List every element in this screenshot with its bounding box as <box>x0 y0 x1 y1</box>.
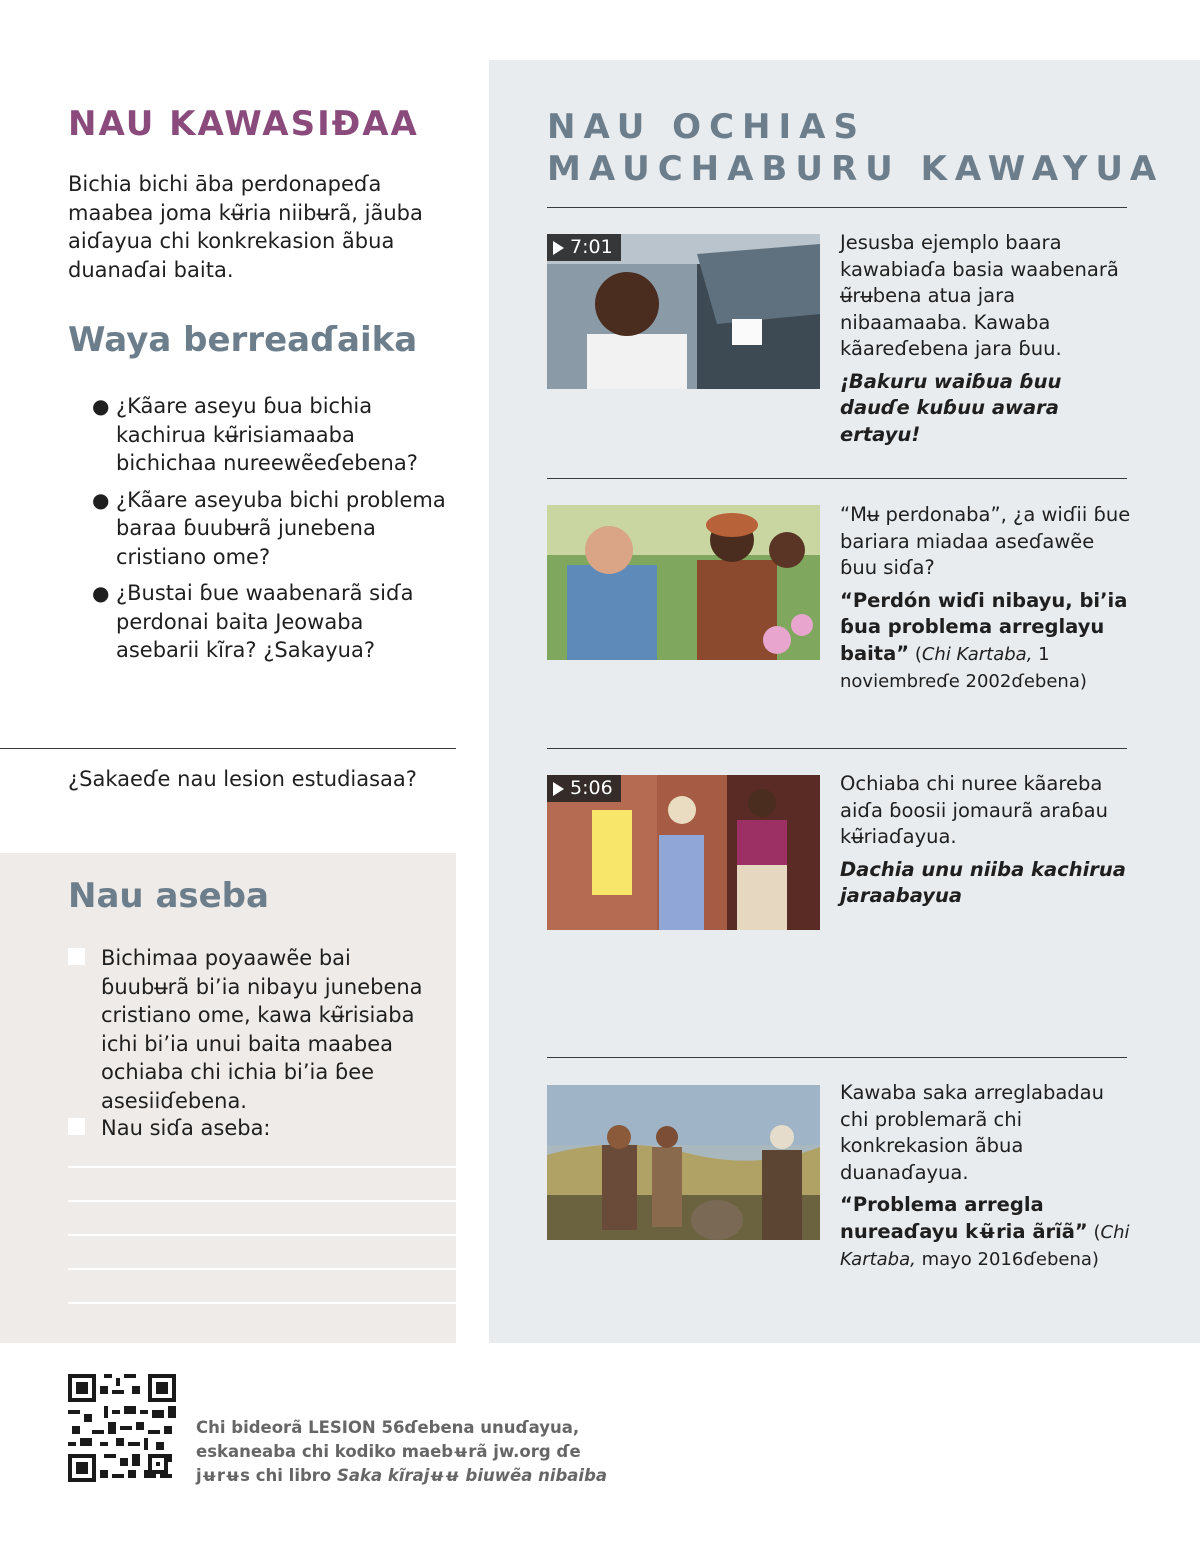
book-title: Saka kĩrajʉʉ biuwẽa nibaiba <box>337 1466 608 1485</box>
review-question-text: ¿Kãare aseyuba bichi problema baraa ɓuubʉrã junebena cristiano ome? <box>116 487 446 569</box>
lesson-question: ¿Sakaeɗe nau lesion estudiasaa? <box>68 767 417 791</box>
review-question <box>90 486 450 572</box>
card-divider <box>547 478 1127 479</box>
ancient-scene-image <box>547 1085 820 1240</box>
article-image[interactable] <box>547 505 820 660</box>
card-text <box>840 230 1132 448</box>
reference-date: 1 noviembreɗe 2002ɗebena) <box>840 643 1087 692</box>
reference-date: mayo 2016ɗebena) <box>915 1249 1099 1270</box>
card-text <box>840 771 1132 910</box>
card-link[interactable] <box>840 1192 1132 1274</box>
reference-open: ( <box>909 643 922 665</box>
reference-publication: Chi Kartaba, <box>921 643 1033 665</box>
qr-code[interactable] <box>68 1374 176 1482</box>
crowd-scene-image <box>547 505 820 660</box>
footer-text <box>196 1416 607 1488</box>
reference-publication: Chi Kartaba, <box>840 1221 1130 1270</box>
footer-line: eskaneaba chi kodiko maebʉrã jw.org ɗe <box>196 1442 581 1461</box>
card-divider <box>547 1057 1127 1058</box>
qr-code-icon <box>68 1374 176 1482</box>
video-duration: 7:01 <box>570 236 613 258</box>
checkbox[interactable] <box>68 948 85 965</box>
card-link[interactable]: Dachia unu niiba kachirua jaraabayua <box>840 857 1126 907</box>
footer-line: jʉrʉs chi libro <box>196 1466 337 1485</box>
video-duration: 5:06 <box>570 777 613 799</box>
card-description: Ochiaba chi nuree kãareba aiɗa ɓoosii jomaurã araɓau kʉ̃riaɗayua. <box>840 772 1108 848</box>
checkbox[interactable] <box>68 1118 85 1135</box>
review-question-text: ¿Bustai ɓue waabenarã siɗa perdonai baita Jeowaba asebarii kĩra? ¿Sakayua? <box>116 581 414 662</box>
bullet-icon: ● <box>92 581 110 605</box>
card-link[interactable]: ¡Bakuru waiɓua ɓuu dauɗe kuɓuu awara ertayu! <box>840 369 1062 446</box>
more-title-line: NAU OCHIAS <box>547 107 866 147</box>
bullet-icon: ● <box>92 487 110 512</box>
card-text <box>840 502 1132 696</box>
article-image[interactable] <box>547 1085 820 1240</box>
article-title[interactable]: “Perdón wiɗi nibayu, bi’ia ɓua problema arreglayu baita” <box>840 588 1128 665</box>
more-title <box>547 106 1164 190</box>
article-title[interactable]: “Problema arregla nureaɗayu kʉ̃ria ãrĩã” <box>840 1193 1088 1243</box>
reference-open: ( <box>1087 1221 1101 1243</box>
card-divider <box>547 207 1127 208</box>
card-description: Kawaba saka arreglabadau chi problemarã chi konkrekasion ãbua duanaɗayua. <box>840 1081 1104 1184</box>
summary-text: Bichia bichi āba perdonapeɗa maabea joma kʉ̃ria niibʉrã, jãuba aiɗayua chi konkrekasion ãbua duanaɗai baita. <box>68 172 423 282</box>
card-divider <box>547 748 1127 749</box>
more-title-line: MAUCHABURU KAWAYUA <box>547 149 1165 189</box>
review-question <box>90 579 450 665</box>
writing-line[interactable] <box>68 1302 456 1304</box>
review-question-list <box>90 392 450 673</box>
review-question <box>90 392 450 478</box>
review-question-text: ¿Kãare aseyu ɓua bichia kachirua kʉ̃risiamaaba bichichaa nureewẽeɗebena? <box>116 394 418 475</box>
video-thumbnail[interactable] <box>547 234 820 389</box>
task-title: Nau aseba <box>68 876 269 916</box>
left-divider <box>0 748 456 749</box>
play-icon <box>553 782 564 796</box>
review-title: Waya berreaɗaika <box>68 320 418 360</box>
writing-line[interactable] <box>68 1166 456 1168</box>
writing-line[interactable] <box>68 1234 456 1236</box>
task-item-text: Bichimaa poyaawẽe bai ɓuubʉrã bi’ia nibayu junebena cristiano ome, kawa kʉ̃risiaba ichi bi’ia unui baita maabea ochiaba chi ichia bi’ia ɓee asesiiɗebena. <box>101 946 423 1113</box>
card-description: Jesusba ejemplo baara kawabiaɗa basia waabenarã ʉ̃rʉbena atua jara nibaamaaba. Kawaba kãareɗebena jara ɓuu. <box>840 231 1119 360</box>
footer-line: Chi bideorã LESION 56ɗebena unuɗayua, <box>196 1418 580 1437</box>
video-duration-badge <box>547 775 621 802</box>
card-description: “Mʉ perdonaba”, ¿a wiɗii ɓue bariara miadaa aseɗawẽe ɓuu siɗa? <box>840 503 1131 579</box>
task-item-text: Nau siɗa aseba: <box>101 1116 271 1140</box>
task-item[interactable] <box>68 1114 438 1143</box>
writing-line[interactable] <box>68 1268 456 1270</box>
card-text <box>840 1080 1132 1274</box>
video-thumbnail[interactable] <box>547 775 820 930</box>
card-link[interactable] <box>840 588 1132 696</box>
writing-line[interactable] <box>68 1200 456 1202</box>
play-icon <box>553 241 564 255</box>
bullet-icon: ● <box>92 394 110 418</box>
summary-title: NAU KAWASIƉAA <box>68 104 419 144</box>
video-duration-badge <box>547 234 621 261</box>
task-item[interactable] <box>68 944 438 1115</box>
